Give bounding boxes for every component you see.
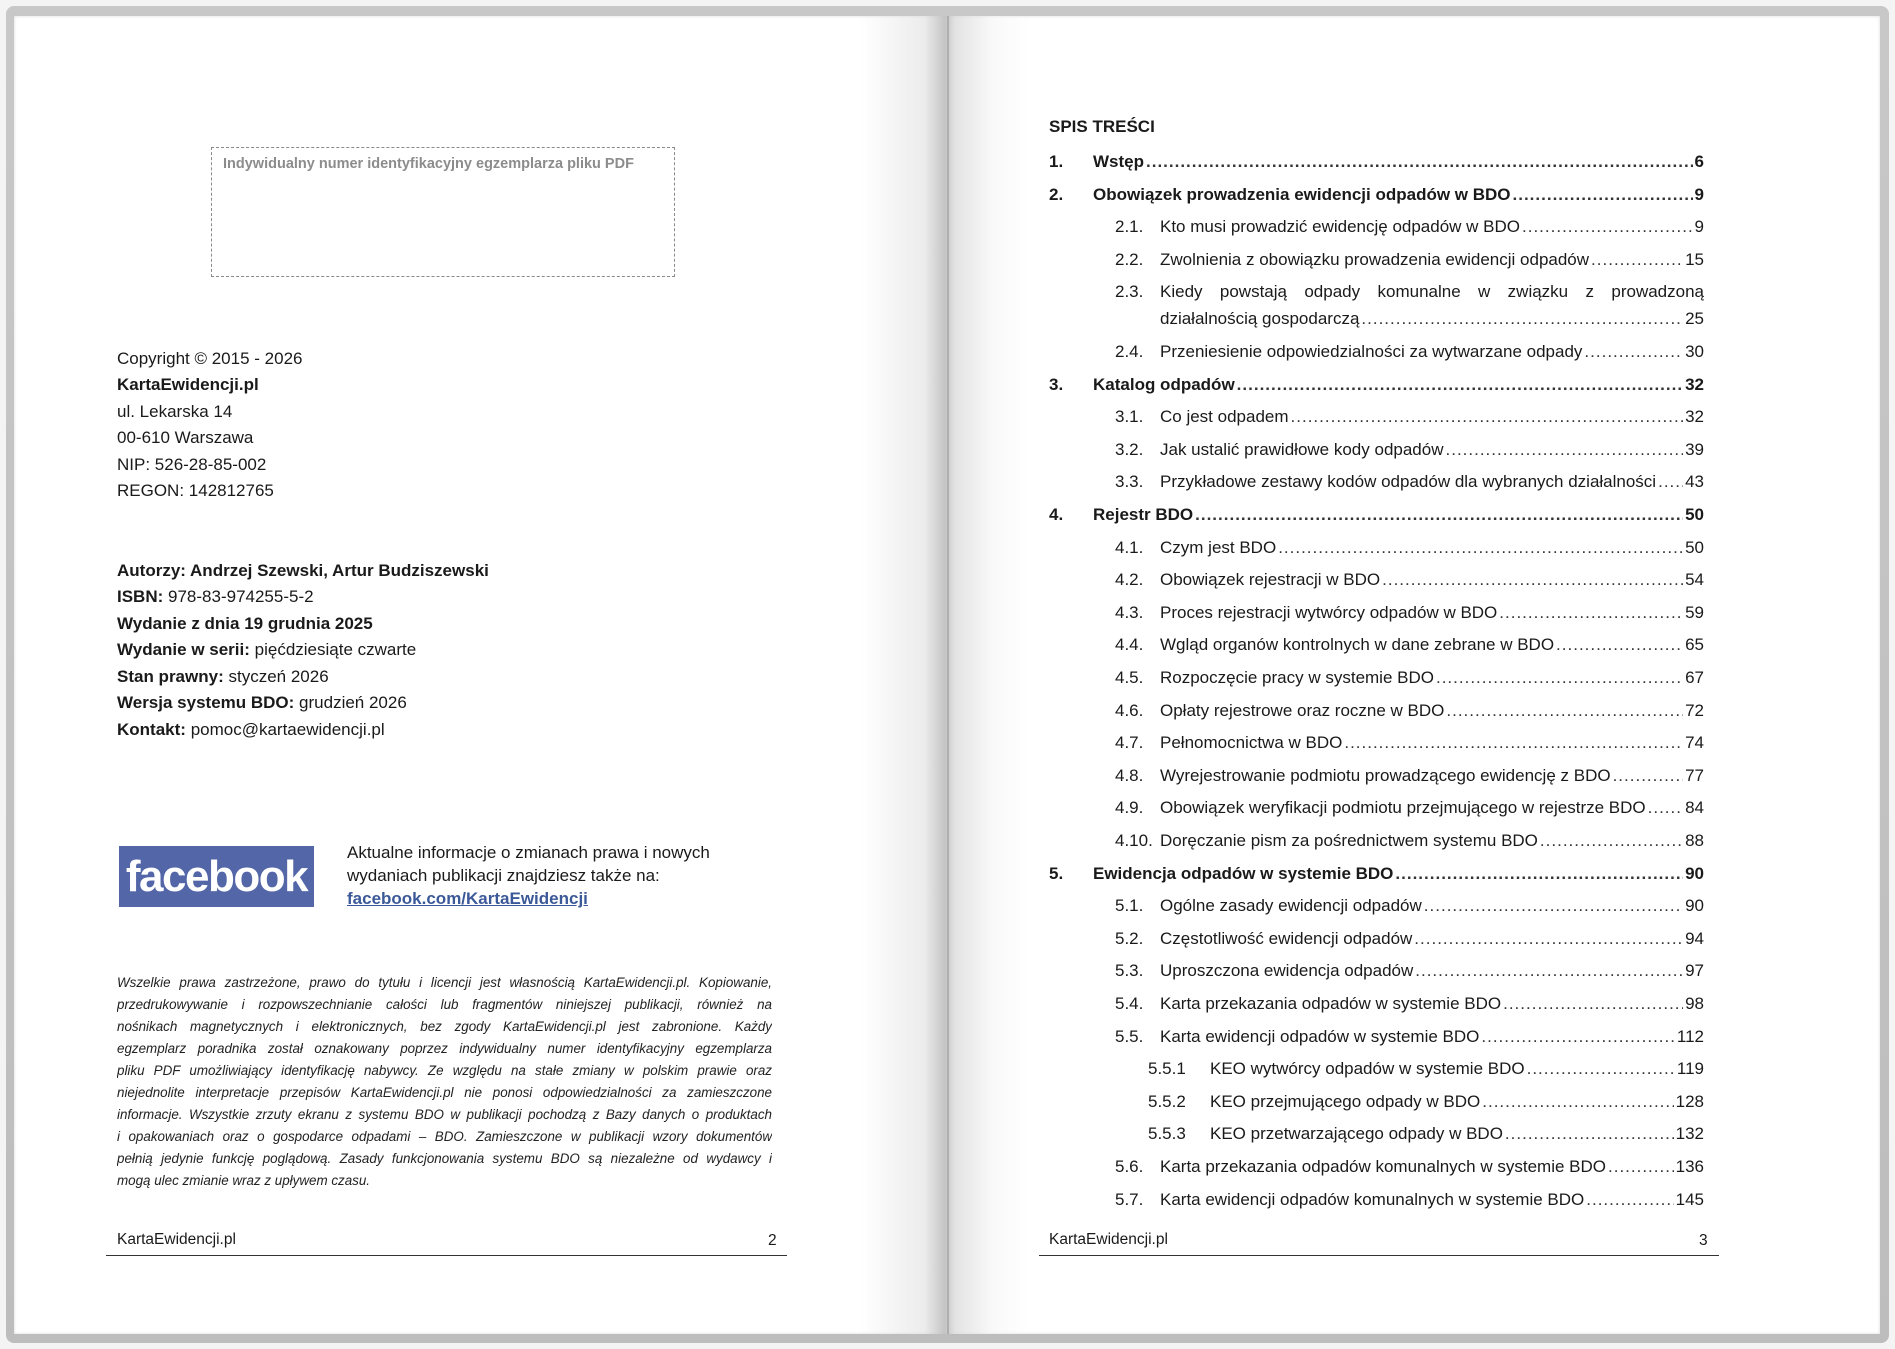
toc-entry-page: 136 [1675,1157,1704,1176]
toc-entry[interactable] [1115,602,1704,624]
toc-entry-label: Katalog odpadów [1093,375,1235,394]
toc-entry-label: Ogólne zasady ewidencji odpadów [1160,896,1422,915]
toc-entry-number: 3.1. [1115,407,1144,426]
disclaimer-line: przedrukowywanie i rozpowszechnianie całości lub fragmentów niniejszej publikacji, również na [117,997,772,1012]
page-number-right: 3 [1699,1232,1708,1249]
isbn-value: 978-83-974255-5-2 [168,587,314,606]
toc-leader-dots [1424,895,1683,917]
disclaimer-line: pliku PDF umożliwiający identyfikację nabywcy. Ze względu na stałe zmiany w polskim prawie oraz [117,1063,772,1078]
toc-entry-number: 3.2. [1115,440,1144,459]
copyright-line: Copyright © 2015 - 2026 [117,349,303,368]
toc-entry-number: 5.4. [1115,994,1144,1013]
toc-leader-dots [1482,1091,1673,1113]
toc-entry-page: 90 [1685,896,1704,915]
contact-label: Kontakt: [117,720,186,739]
toc-entry-label: Częstotliwość ewidencji odpadów [1160,929,1413,948]
toc-entry-number: 5. [1049,864,1064,883]
toc-entry-page: 30 [1685,342,1704,361]
toc-entry[interactable] [1115,634,1704,656]
toc-entry[interactable] [1115,993,1704,1015]
toc-entry-number: 5.2. [1115,929,1144,948]
toc-entry-page: 94 [1685,929,1704,948]
toc-entry-number: 4.10. [1115,831,1153,850]
toc-entry-label: Karta ewidencji odpadów w systemie BDO [1160,1027,1480,1046]
toc-entry-number: 5.5.1 [1148,1059,1186,1078]
toc-entry-number: 4.3. [1115,603,1144,622]
disclaimer-line: i opakowaniach oraz o gospodarce odpadami – BDO. Zamieszczone w publikacji wzory dokumentów [117,1129,772,1144]
toc-entry-number: 4.1. [1115,538,1144,557]
publisher-name: KartaEwidencji.pl [117,375,259,394]
toc-entry[interactable] [1115,797,1704,819]
publisher-city: 00-610 Warszawa [117,428,254,447]
pdf-id-box [211,147,675,277]
toc-entry-number: 4.2. [1115,570,1144,589]
toc-leader-dots [1499,602,1683,624]
toc-entry-label: Karta przekazania odpadów w systemie BDO [1160,994,1502,1013]
toc-entry-label: Karta przekazania odpadów komunalnych w systemie BDO [1160,1157,1606,1176]
toc-entry-page: 25 [1685,309,1704,328]
toc-entry-label: Jak ustalić prawidłowe kody odpadów [1160,440,1444,459]
footer-rule-right [1039,1255,1719,1256]
system-version-value: grudzień 2026 [299,693,407,712]
toc-leader-dots [1344,732,1683,754]
toc-entry-number: 4.7. [1115,733,1144,752]
toc-leader-dots [1505,1123,1674,1145]
book-spine [947,16,949,1334]
isbn-label: ISBN: [117,587,164,606]
toc-entry-page: 6 [1694,152,1704,171]
toc-entry-page: 84 [1685,798,1704,817]
toc-entry-page: 50 [1685,505,1704,524]
toc-entry-label: Doręczanie pism za pośrednictwem systemu BDO [1160,831,1538,850]
toc-entry-page: 54 [1685,570,1704,589]
page-number-left: 2 [768,1232,777,1249]
toc-leader-dots [1436,667,1683,689]
series-line [117,640,416,660]
toc-entry-page: 32 [1685,407,1704,426]
disclaimer-line: egzemplarz poradnika został oznakowany poprzez indywidualny numer identyfikacyjny egzemplarza [117,1041,772,1056]
contact-line [117,720,385,740]
toc-leader-dots [1446,700,1683,722]
toc-entry-page: 90 [1685,864,1704,883]
toc-entry[interactable] [1115,1189,1704,1211]
toc-entry-label: KEO przejmującego odpady w BDO [1210,1092,1481,1111]
facebook-link[interactable] [347,889,588,909]
toc-entry[interactable] [1115,249,1704,271]
toc-entry-label: Co jest odpadem [1160,407,1289,426]
toc-entry-number: 4.9. [1115,798,1144,817]
publisher-nip: NIP: 526-28-85-002 [117,455,267,474]
facebook-info-line2: wydaniach publikacji znajdziesz także na: [347,866,660,885]
toc-entry[interactable] [1148,1091,1704,1113]
toc-entry-label: Uproszczona ewidencja odpadów [1160,961,1414,980]
toc-entry[interactable] [1115,216,1704,238]
toc-entry[interactable] [1115,281,1704,303]
toc-entry-page: 50 [1685,538,1704,557]
toc-entry-label: Wstęp [1093,152,1144,171]
toc-leader-dots [1584,341,1683,363]
toc-entry[interactable] [1115,732,1704,754]
toc-entry-label: KEO przetwarzającego odpady w BDO [1210,1124,1503,1143]
toc-leader-dots [1195,504,1683,526]
toc-entry-label: Opłaty rejestrowe oraz roczne w BDO [1160,701,1445,720]
disclaimer-line: mogą ulec zmianie wraz z upływem czasu. [117,1173,371,1188]
toc-entry-number: 5.5.2 [1148,1092,1186,1111]
toc-entry-number: 4.5. [1115,668,1144,687]
toc-leader-dots [1591,249,1683,271]
toc-entry-page: 15 [1685,250,1704,269]
toc-entry-label: Rejestr BDO [1093,505,1194,524]
toc-leader-dots [1146,151,1693,173]
toc-entry-label-line1: Kiedy powstają odpady komunalne w związku z prowadzoną [1160,282,1704,301]
toc-chapter[interactable] [1049,184,1704,206]
toc-entry[interactable] [1115,569,1704,591]
toc-leader-dots [1648,797,1683,819]
toc-entry-number: 2.1. [1115,217,1144,236]
toc-entry[interactable] [1115,700,1704,722]
pdf-id-label: Indywidualny numer identyfikacyjny egzemplarza pliku PDF [223,156,634,172]
toc-entry[interactable] [1115,765,1704,787]
footer-site-right: KartaEwidencji.pl [1049,1231,1168,1248]
toc-entry-label: Zwolnienia z obowiązku prowadzenia ewidencji odpadów [1160,250,1590,269]
toc-chapter[interactable] [1049,151,1704,173]
disclaimer-line: Wszelkie prawa zastrzeżone, prawo do tytułu i licencji jest własnością KartaEwidencji.pl. Kopiowanie, [117,975,772,990]
toc-entry-label: Kto musi prowadzić ewidencję odpadów w BDO [1160,217,1521,236]
toc-entry[interactable] [1115,341,1704,363]
toc-entry-number: 2.2. [1115,250,1144,269]
toc-entry-number: 5.5. [1115,1027,1144,1046]
toc-entry[interactable] [1115,960,1704,982]
disclaimer-line: pełnią jedynie funkcję poglądową. Zasady funkcjonowania systemu BDO są niezależne od wydawcy i [117,1151,772,1166]
toc-entry-page: 9 [1694,185,1704,204]
toc-leader-dots [1237,374,1683,396]
toc-entry-label: Karta ewidencji odpadów komunalnych w systemie BDO [1160,1190,1585,1209]
toc-entry-page: 72 [1685,701,1704,720]
toc-entry-label: Wyrejestrowanie podmiotu prowadzącego ewidencję z BDO [1160,766,1611,785]
toc-entry-page: 67 [1685,668,1704,687]
toc-entry-number: 4.6. [1115,701,1144,720]
toc-leader-dots [1503,993,1683,1015]
toc-entry-number: 5.1. [1115,896,1144,915]
footer-site-left: KartaEwidencji.pl [117,1231,236,1248]
toc-leader-dots [1540,830,1683,852]
toc-entry-page: 119 [1676,1059,1704,1078]
book-spine-shadow [860,16,1030,1334]
toc-entry-page: 97 [1685,961,1704,980]
system-version-label: Wersja systemu BDO: [117,693,295,712]
toc-entry[interactable] [1115,1026,1704,1048]
toc-entry-number: 2.4. [1115,342,1144,361]
legal-state-line [117,667,329,687]
toc-leader-dots [1613,765,1684,787]
toc-entry-label: KEO wytwórcy odpadów w systemie BDO [1210,1059,1525,1078]
toc-leader-dots [1556,634,1683,656]
toc-entry-page: 74 [1685,733,1704,752]
facebook-link-text[interactable]: facebook.com/KartaEwidencji [347,889,588,908]
toc-entry-label: działalnością gospodarczą [1160,309,1360,328]
toc-entry[interactable] [1115,439,1704,461]
edition-date: Wydanie z dnia 19 grudnia 2025 [117,614,373,633]
toc-entry-page: 145 [1675,1190,1704,1209]
toc-entry-number: 5.5.3 [1148,1124,1186,1143]
disclaimer [117,972,772,1192]
toc-leader-dots [1278,537,1683,559]
toc-entry-page: 77 [1685,766,1704,785]
toc-entry[interactable] [1115,928,1704,950]
toc-leader-dots [1481,1026,1675,1048]
toc-entry[interactable] [1115,406,1704,428]
toc-entry-label: Wgląd organów kontrolnych w dane zebrane w BDO [1160,635,1555,654]
disclaimer-line: informacje. Wszystkie zrzuty ekranu z systemu BDO w publikacji pochodzą z Bazy danych o produktach [117,1107,772,1122]
toc-entry-label: Obowiązek prowadzenia ewidencji odpadów w BDO [1093,185,1511,204]
legal-state-label: Stan prawny: [117,667,224,686]
toc-leader-dots [1658,471,1683,493]
series-label: Wydanie w serii: [117,640,250,659]
toc-entry-page: 59 [1685,603,1704,622]
disclaimer-line: nośnikach magnetycznych i elektronicznych, bez zgody KartaEwidencji.pl jest zabronione. Każdy [117,1019,772,1034]
toc-chapter[interactable] [1049,374,1704,396]
toc-entry-label: Rozpoczęcie pracy w systemie BDO [1160,668,1434,687]
toc-entry-continuation[interactable] [1160,308,1704,330]
toc-leader-dots [1522,216,1693,238]
toc-entry-label: Proces rejestracji wytwórcy odpadów w BDO [1160,603,1498,622]
toc-leader-dots [1608,1156,1674,1178]
footer-rule-left [106,1255,787,1256]
toc-entry-label: Przeniesienie odpowiedzialności za wytwarzane odpady [1160,342,1583,361]
toc-leader-dots [1291,406,1684,428]
toc-entry-page: 65 [1685,635,1704,654]
system-version-line [117,693,407,713]
toc-entry[interactable] [1115,830,1704,852]
toc-entry[interactable] [1148,1058,1704,1080]
toc-entry-number: 3. [1049,375,1064,394]
toc-entry-number: 1. [1049,152,1064,171]
toc-leader-dots [1414,928,1683,950]
toc-entry-number: 4.8. [1115,766,1144,785]
toc-entry-page: 112 [1676,1027,1704,1046]
toc-entry-number: 5.6. [1115,1157,1144,1176]
toc-leader-dots [1513,184,1693,206]
toc-entry-label: Obowiązek weryfikacji podmiotu przejmującego w rejestrze BDO [1160,798,1646,817]
toc-leader-dots [1395,863,1683,885]
toc-leader-dots [1446,439,1684,461]
toc-entry-number: 4. [1049,505,1064,524]
disclaimer-line: niejednolite interpretacje przepisów KartaEwidencji.pl nie ponosi odpowiedzialności za zamieszczone [117,1085,772,1100]
toc-entry-number: 4.4. [1115,635,1144,654]
toc-leader-dots [1382,569,1683,591]
toc-entry-number: 2.3. [1115,282,1144,301]
toc-leader-dots [1415,960,1683,982]
publisher-street: ul. Lekarska 14 [117,402,233,421]
toc-entry-number: 2. [1049,185,1064,204]
toc-entry-number: 3.3. [1115,472,1144,491]
toc-entry-page: 32 [1685,375,1704,394]
toc-entry-number: 5.3. [1115,961,1144,980]
toc-title: SPIS TREŚCI [1049,117,1155,136]
legal-state-value: styczeń 2026 [228,667,329,686]
toc-entry[interactable] [1148,1123,1704,1145]
toc-entry-label: Przykładowe zestawy kodów odpadów dla wybranych działalności [1160,472,1657,491]
toc-entry-label: Obowiązek rejestracji w BDO [1160,570,1381,589]
toc-entry[interactable] [1115,471,1704,493]
toc-entry-label: Pełnomocnictwa w BDO [1160,733,1343,752]
toc-entry-label: Ewidencja odpadów w systemie BDO [1093,864,1394,883]
toc-entry-page: 9 [1694,217,1704,236]
toc-entry-page: 39 [1685,440,1704,459]
authors: Autorzy: Andrzej Szewski, Artur Budziszewski [117,561,489,580]
toc-entry-page: 98 [1685,994,1704,1013]
toc-chapter[interactable] [1049,504,1704,526]
toc-entry[interactable] [1115,667,1704,689]
toc-entry-page: 43 [1685,472,1704,491]
toc-entry-page: 132 [1675,1124,1704,1143]
isbn-line [117,587,314,607]
toc-entry[interactable] [1115,537,1704,559]
series-value: pięćdziesiąte czwarte [254,640,417,659]
toc-leader-dots [1586,1189,1673,1211]
facebook-info-line1: Aktualne informacje o zmianach prawa i nowych [347,843,710,862]
toc-entry-page: 88 [1685,831,1704,850]
toc-entry-label: Czym jest BDO [1160,538,1277,557]
toc-leader-dots [1361,308,1683,330]
contact-email[interactable]: pomoc@kartaewidencji.pl [190,720,385,739]
toc-entry[interactable] [1115,895,1704,917]
toc-entry-page: 128 [1675,1092,1704,1111]
toc-entry[interactable] [1115,1156,1704,1178]
toc-chapter[interactable] [1049,863,1704,885]
publisher-regon: REGON: 142812765 [117,481,274,500]
facebook-logo: facebook [119,846,314,907]
toc-entry-number: 5.7. [1115,1190,1144,1209]
toc-leader-dots [1527,1058,1675,1080]
